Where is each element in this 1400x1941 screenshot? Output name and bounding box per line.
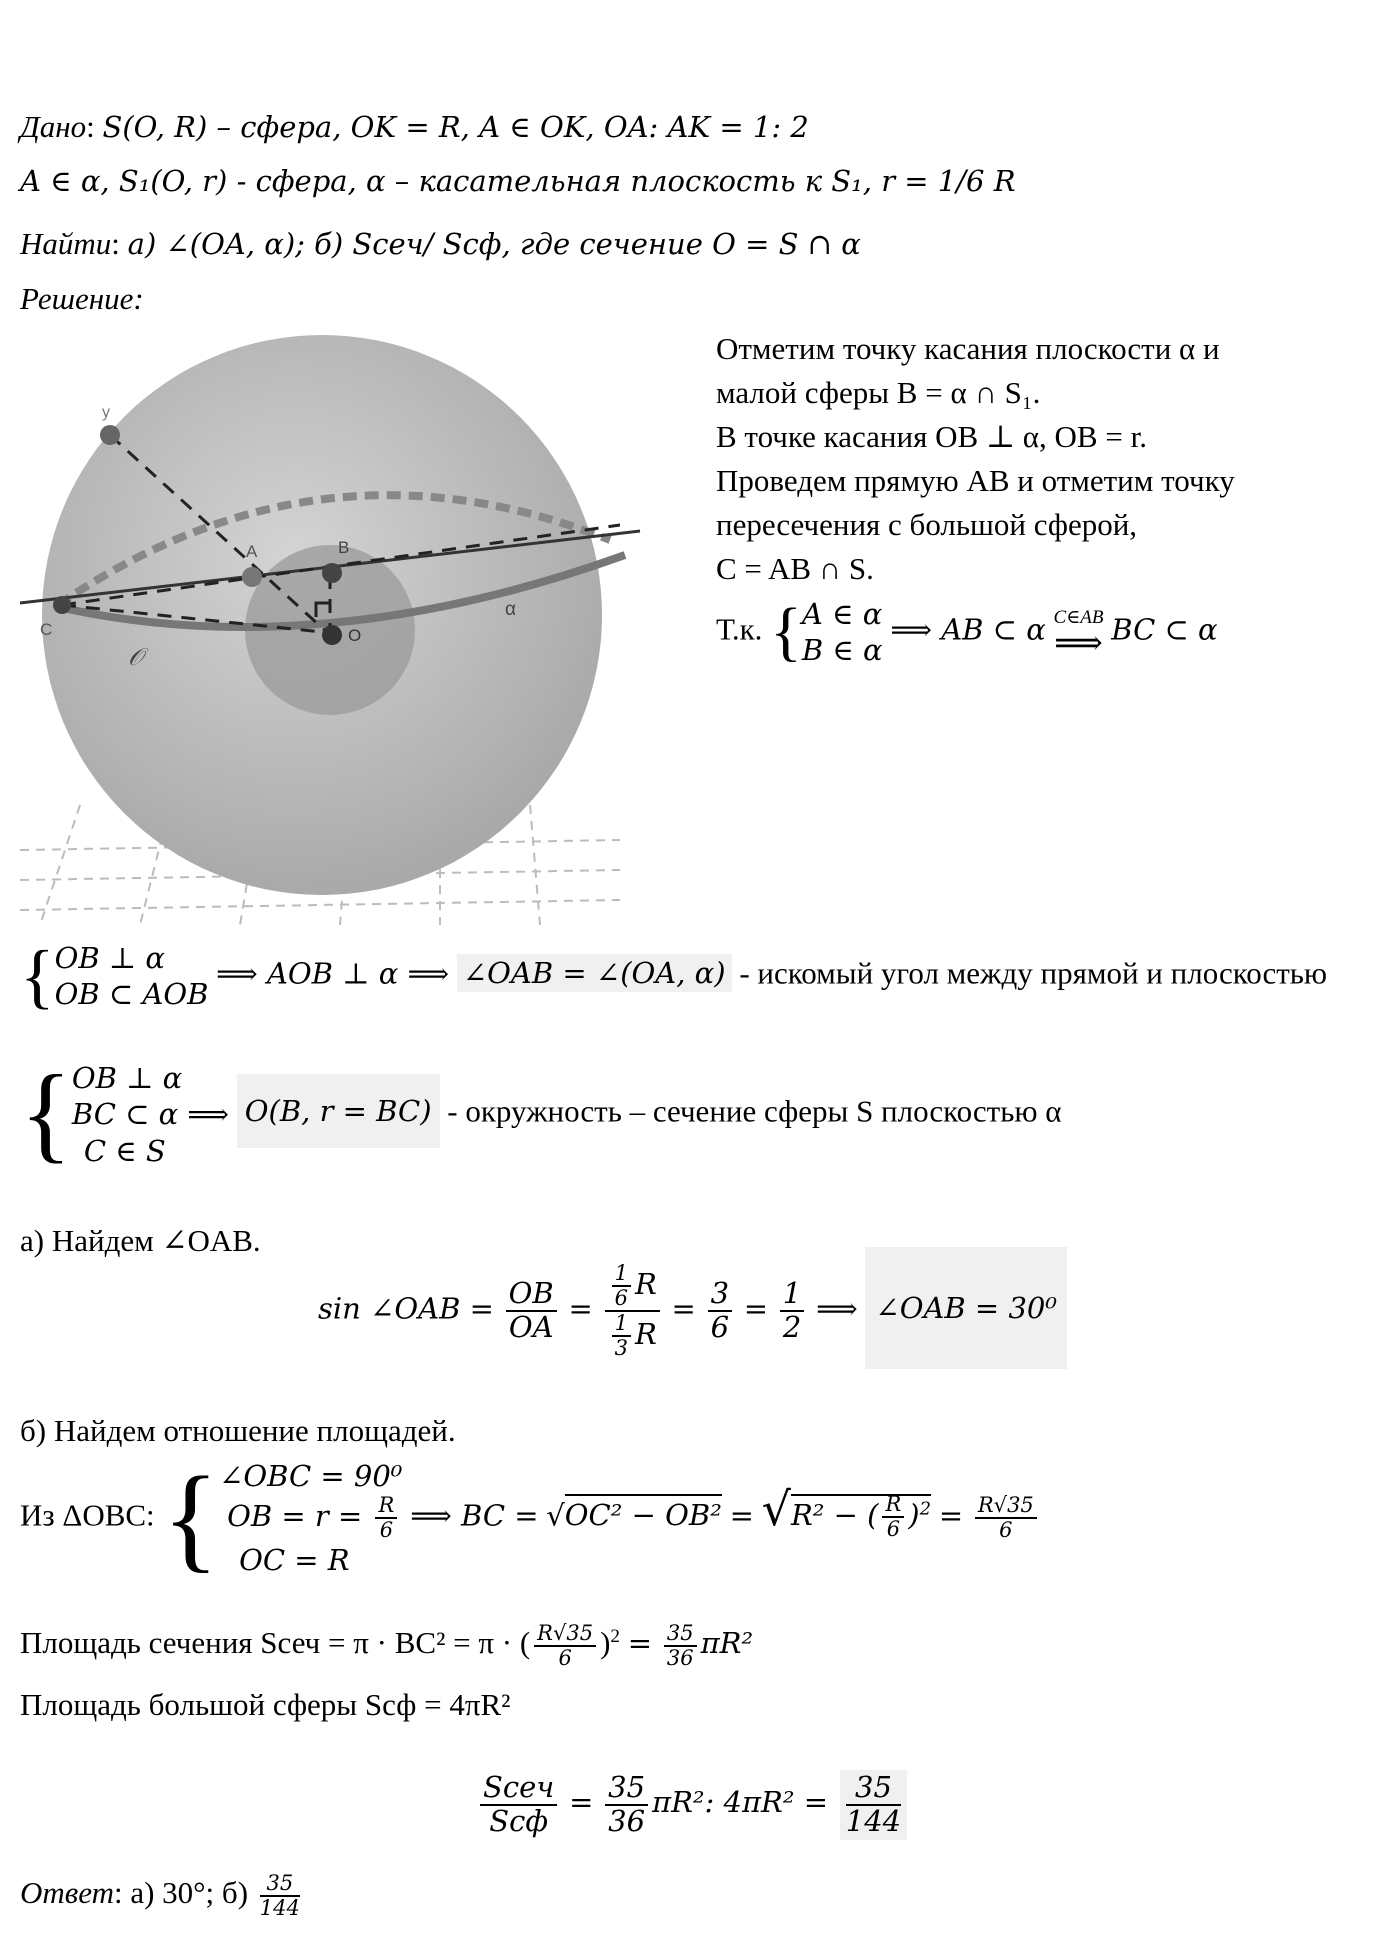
frac-oa: OA [508, 1310, 554, 1345]
point-a [242, 567, 262, 587]
ratio-formula: $\frac{\text{Sсеч}}{\text{Sсф}}$ = $\frac{35}{36}$ πR²: 4πR² = $\frac{35}{144}$ [476, 1770, 911, 1840]
answer-frac [260, 1872, 300, 1920]
frac-ob-oa [506, 1278, 557, 1344]
tk-arrow: ⟹ [1054, 625, 1103, 663]
given-text-2: A ∈ α, S₁(O, r) - сфера, α – касательная плоскость к S₁, r = 1/6 R [20, 164, 1016, 198]
given-text-1: S(O, R) – сфера, OK = R, A ∈ OK, OA: AK = 1: 2 [102, 110, 809, 144]
part-b-s2-frac [375, 1494, 397, 1542]
step-3: В точке касания OB ⊥ α, OB = r. [716, 419, 1147, 454]
frac-3: 3 [708, 1278, 732, 1312]
tk-label: Т.к. [716, 611, 763, 647]
sys1-tail: - искомый угол между прямой и плоскостью [739, 955, 1328, 991]
system-2 [20, 1054, 1062, 1174]
area-section-line: Площадь сечения Sсеч = π · BC² = π · ( $\frac{R√35}{6}$ )$^2$ = $\frac{35}{36}$ πR² [20, 1621, 754, 1671]
sqrt-2-num: R [882, 1493, 904, 1518]
step-6: C = AB ∩ S. [716, 551, 874, 586]
part-b-system [20, 1452, 1041, 1584]
sphere-figure [20, 335, 660, 925]
given-label: Дано [20, 109, 87, 144]
frac-1: 1 [780, 1278, 804, 1312]
frac-2: 2 [782, 1310, 802, 1345]
label-c: C [40, 620, 53, 639]
ratio-result-den: 144 [845, 1803, 902, 1838]
tk-implies [1053, 607, 1104, 663]
sys1-lines [55, 940, 209, 1013]
sys1-l1: OB ⊥ α [54, 941, 165, 975]
eq-1: = [729, 1498, 754, 1533]
ratio-lhs [480, 1772, 557, 1838]
sys2-lines [72, 1060, 229, 1169]
frac-6: 6 [710, 1310, 730, 1345]
ratio-lhs-den: Sсф [489, 1803, 549, 1838]
sqrt-2-a: R² − [790, 1498, 868, 1533]
label-y: y [102, 404, 110, 421]
tk-arrow-label: C∈AB [1053, 607, 1104, 629]
sys1-result: ⟹ AOB ⊥ α ⟹ [216, 956, 450, 991]
area-sec-frac [534, 1622, 596, 1670]
from-label: Из ΔOBC: [20, 1497, 155, 1533]
sys2-l1: OB ⊥ α [71, 1061, 183, 1095]
frac-1-2 [780, 1278, 804, 1344]
tk-sys-2: B ∈ α [801, 633, 883, 668]
frac-r-num-n: 1 [612, 1262, 631, 1287]
answer-den: 144 [259, 1896, 300, 1921]
tk-result-2: BC ⊂ α [1111, 612, 1218, 647]
part-a-formula: sin ∠OAB = $\frac{OB}{OA}$ = $\frac{1}{6}$ R $\frac{1}{3}$ R = $\frac{3}{6}$ = $\frac{1}{2}$ ⟹ ∠OAB = 30⁰ [318, 1262, 1067, 1360]
area-sec-res-num: 35 [664, 1622, 697, 1647]
area-sec-res-frac [664, 1622, 697, 1670]
area-sec-den: 6 [558, 1646, 572, 1671]
frac-ob: OB [506, 1278, 557, 1312]
ratio-result [840, 1770, 907, 1840]
sin-lhs: sin ∠OAB = [318, 1291, 494, 1326]
tk-sys-1: A ∈ α [801, 597, 883, 631]
bc-result-num: R√35 [975, 1494, 1037, 1519]
bc-result-den: 6 [999, 1518, 1013, 1543]
answer-line [20, 1872, 304, 1920]
part-b-s2-den: 6 [379, 1518, 394, 1543]
step-tk [716, 596, 1218, 669]
area-sec-res-den: 36 [666, 1646, 694, 1671]
part-a-arrow: ⟹ [816, 1291, 858, 1326]
find-label: Найти [20, 226, 112, 261]
point-c [53, 596, 71, 614]
sys2-l3: C ∈ S [83, 1133, 166, 1168]
answer-num: 35 [260, 1872, 300, 1897]
sys1-highlight: ∠OAB = ∠(OA, α) [457, 954, 732, 992]
find-text: а) ∠(OA, α); б) Sсеч/ Sсф, где сечение O = S ∩ α [127, 227, 861, 261]
ratio-frac-den: 36 [608, 1803, 646, 1838]
sys1-brace: { [20, 936, 55, 1017]
tk-brace: { [770, 595, 802, 669]
label-o: O [348, 626, 362, 645]
part-b-s2 [219, 1494, 402, 1542]
given-line-2 [20, 162, 1016, 199]
step-5: пересечения с большой сферой, [716, 507, 1138, 542]
sys2-tail: - окружность – сечение сферы S плоскостью α [447, 1093, 1062, 1129]
part-b-brace: { [162, 1452, 220, 1584]
step-1: Отметим точку касания плоскости α и [716, 331, 1220, 366]
label-alpha: α [505, 599, 516, 620]
frac-r-num-d: 6 [614, 1286, 628, 1311]
sys2-brace: { [20, 1054, 72, 1174]
sqrt-2-body: R² − ( $\frac{R}{6}$ )$^2$ [790, 1492, 932, 1542]
answer-text: : а) 30°; б) [113, 1875, 249, 1911]
ratio-frac-num: 35 [605, 1772, 648, 1806]
frac-r-den [605, 1312, 660, 1360]
sys2-l2: BC ⊂ α ⟹ [71, 1097, 229, 1132]
frac-r-den-r: R [634, 1317, 657, 1352]
point-o [322, 625, 342, 645]
step-2: малой сферы B = α ∩ S₁. [716, 375, 1041, 410]
ratio-frac [605, 1772, 648, 1838]
sqrt-2-den: 6 [886, 1517, 901, 1542]
tk-system [802, 596, 883, 669]
label-a: A [246, 542, 258, 561]
part-b-heading: б) Найдем отношение площадей. [20, 1413, 456, 1448]
area-sec-num: R√35 [534, 1622, 596, 1647]
area-section-text: Площадь сечения Sсеч = π · BC² = π · [20, 1625, 513, 1661]
tk-result-1: ⟹ AB ⊂ α [890, 612, 1046, 647]
solution-label-text: Решение [20, 281, 134, 316]
sys2-highlight: O(B, r = BC) [237, 1074, 440, 1148]
frac-r-den-n: 1 [612, 1312, 631, 1337]
part-b-s2-num: R [375, 1494, 397, 1519]
part-b-s1: ∠OBC = 90⁰ [219, 1459, 403, 1493]
label-section: 𝒪 [128, 644, 144, 671]
part-b-s3: OC = R [239, 1543, 350, 1578]
step-4: Проведем прямую AB и отметим точку [716, 463, 1235, 498]
ratio-mid: πR²: 4πR² = [652, 1785, 829, 1819]
point-y [100, 425, 120, 445]
part-a-heading: а) Найдем ∠OAB. [20, 1223, 261, 1258]
system-1 [20, 936, 1328, 1017]
solution-label: Решение: [20, 281, 144, 316]
part-b-s2-text: OB = r = [227, 1499, 363, 1534]
ratio-result-num: 35 [846, 1772, 901, 1806]
point-b [322, 563, 342, 583]
frac-3-6 [708, 1278, 732, 1344]
label-b: B [338, 538, 350, 557]
frac-r-num [605, 1262, 660, 1312]
sqrt-1: √OC² − OB² [546, 1494, 722, 1532]
bc-result-frac [975, 1494, 1037, 1542]
answer-label: Ответ [20, 1875, 114, 1911]
area-sec-tail: πR² [700, 1626, 754, 1661]
sqrt-2: √R² − ( $\frac{R}{6}$ )$^2$ [761, 1482, 932, 1542]
sqrt-1-body: OC² − OB² [565, 1494, 722, 1532]
frac-r-den-d: 3 [614, 1336, 628, 1361]
find-line: Найти: а) ∠(OA, α); б) Sсеч/ Sсф, где сечение O = S ∩ α [20, 226, 861, 261]
bc-label: ⟹ BC = [410, 1498, 539, 1533]
sqrt-2-frac [882, 1493, 904, 1541]
given-line-1: Дано: S(O, R) – сфера, OK = R, A ∈ OK, OA: AK = 1: 2 [20, 109, 809, 144]
frac-r-ratio [605, 1262, 660, 1360]
ratio-lhs-num: Sсеч [480, 1772, 557, 1806]
part-a-result: ∠OAB = 30⁰ [865, 1247, 1067, 1369]
eq-2: = [938, 1498, 964, 1533]
area-sphere-line: Площадь большой сферы Sсф = 4πR² [20, 1687, 511, 1722]
part-b-lines [219, 1458, 402, 1579]
frac-r-num-r: R [634, 1267, 657, 1302]
sys1-l2: OB ⊂ AOB [54, 977, 209, 1012]
